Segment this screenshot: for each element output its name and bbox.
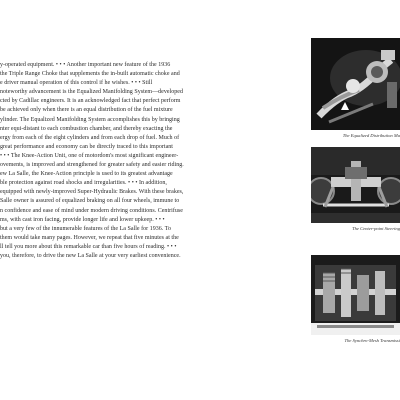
figure-equalized-manifold — [311, 38, 400, 138]
body-text-line: ovements, is improved and strengthened for greater safety and easier riding. — [0, 162, 184, 169]
body-text-line: ms, with cast iron facing, provide longer life and lower upkeep. • • • — [0, 216, 165, 223]
figure-synchro-mesh-transmission — [311, 255, 400, 343]
body-text — [0, 61, 298, 261]
body-text-line: but a very few of the innumerable features of the La Salle for 1936. To — [0, 225, 171, 232]
manifold-photo-icon — [311, 38, 400, 130]
figure-caption: The Equalized Distribution Ma — [342, 133, 400, 138]
body-text-line: ergy from each of the eight cylinders and from each drop of fuel. Much of — [0, 134, 180, 141]
steering-chassis-photo-icon — [311, 147, 400, 223]
body-text-line: Salle owner is assured of equalized braking on all four wheels, immune to — [0, 198, 180, 205]
body-text-line: be achieved only when there is an equal distribution of the fuel mixture — [0, 107, 173, 114]
figure-caption: The Center-point Steering — [352, 226, 400, 231]
body-text-line: cted by Cadillac engineers. It is an acknowledged fact that perfect perform — [0, 98, 181, 105]
body-text-line: • • • The Knee-Action Unit, one of motordom's most significant engineer- — [0, 152, 179, 159]
figure-caption: The Synchro-Mesh Transmissi — [344, 338, 400, 343]
figure-center-point-steering — [311, 147, 400, 231]
body-text-line: ylinder. The Equalized Manifolding System accomplishes this by bringing — [0, 116, 180, 123]
body-text-line: ble protection against road shocks and irregularities. • • • In addition, — [0, 180, 167, 187]
body-text-line: y-operated equipment. • • • Another important new feature of the 1936 — [0, 62, 171, 68]
body-text-line: you, therefore, to drive the new La Salle at your very earliest convenience. — [0, 252, 181, 259]
body-text-line: them would take many pages. However, we repeat that five minutes at the — [0, 234, 179, 241]
body-text-line: the Triple Range Choke that supplements the in-built automatic choke and — [0, 71, 180, 78]
body-text-line: n confidence and ease of mind under modern driving conditions. Centrifuse — [0, 207, 183, 214]
body-text-line: great performance and economy can be directly traced to this important — [0, 143, 173, 150]
body-text-line: equipped with newly-improved Super-Hydraulic Brakes. With these brakes, — [0, 189, 184, 196]
body-text-line: noteworthy advancement is the Equalized Manifolding System—developed — [0, 89, 183, 96]
transmission-photo-icon — [311, 255, 400, 335]
body-text-line: ew La Salle, the Knee-Action principle is used to its greatest advantage — [0, 171, 173, 178]
body-text-line: ll tell you more about this remarkable car than five hours of reading. • • • — [0, 243, 177, 250]
body-text-line: e driver manual operation of this control if he wishes. • • • Still — [0, 80, 153, 87]
body-text-line: nter equi-distant to each combustion chamber, and thereby exacting the — [0, 125, 173, 132]
